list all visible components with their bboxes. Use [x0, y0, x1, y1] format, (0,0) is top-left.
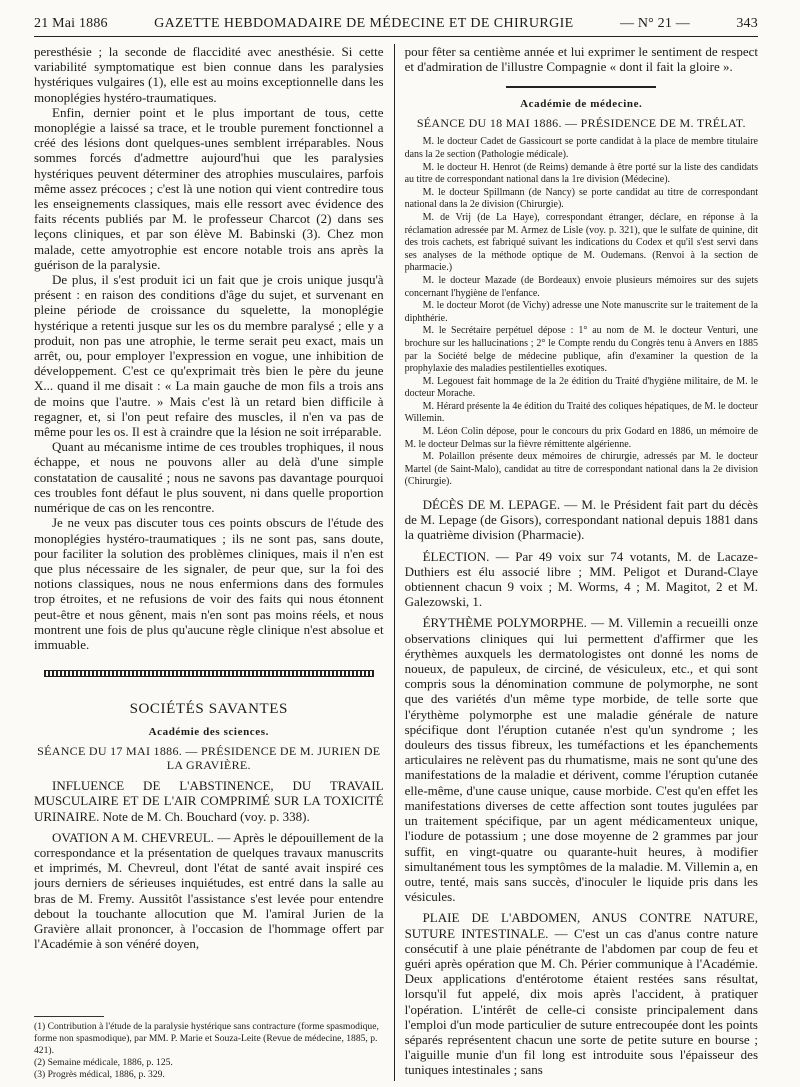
right-column: [394, 44, 758, 1081]
paragraph-continuation-right: pour fêter sa centième année et lui exprimer le sentiment de respect et d'admiration de l'illustre Compagnie « dont il fait la gloire ».: [404, 44, 758, 75]
session-medecine: SÉANCE DU 18 MAI 1886. — PRÉSIDENCE DE M. TRÉLAT.: [416, 116, 746, 131]
short-divider: [506, 86, 656, 88]
correspondence-item: M. de Vrij (de La Haye), correspondant étranger, déclare, en réponse à la réclamation adressée par M. Armez de Lisle (voy. p. 321), que le sulfate de quinine, dit des trois cachets, est fabriqué suivant les indications du Codex et qu'il s'est servi dans ses analyses de la méthode optique de M. Oudemans. (Renvoi à la section de pharmacie.): [404, 211, 758, 274]
left-column: [34, 44, 394, 1081]
correspondence-item: M. Legouest fait hommage de la 2e édition du Traité d'hygiène militaire, de M. le docteur Morache.: [404, 375, 758, 400]
footnote-2: (2) Semaine médicale, 1886, p. 125.: [34, 1057, 173, 1068]
section-title: SOCIÉTÉS SAVANTES: [129, 701, 288, 718]
paragraph-de-plus: De plus, il s'est produit ici un fait que je crois unique jusqu'à présent : en raison des conditions d'âge du sujet, et survenant en pleine période de croissance du squelette, la monoplégie hystérique a retenti jusque sur les os du membre paralysé ; elle y a produit, non pas une atrophie, le terme serait peu exact, mais un arrêt, ou, pour employer l'expression en vogue, une inhibition de développement. C'est ce qu'exprimait très bien le père du jeune X... quand il me disait : « La main gauche de mon fils a trois ans de moins que l'autre. » Mais c'est là un retard bien difficile à regagner, et, si l'on peut refaire des muscles, il n'en va pas de même pour les os. Il est à craindre que la lésion ne soit irréparable.: [34, 272, 384, 440]
correspondence-list: [405, 136, 758, 489]
footnotes: [34, 1016, 384, 1081]
paragraph-erytheme: ÉRYTHÈME POLYMORPHE. — M. Villemin a recueilli onze observations cliniques qui lui permettent d'affirmer que les érythèmes auxquels les dermatologistes ont donné les noms de noueux, de papuleux, de circiné, de vésiculeux, etc., et qui sont compris sous la dénomination commune de polymorphe, ne sont que des variétés d'un même type morbide, de telle sorte que l'érythème polymorphe est une maladie générale de nature spécifique dont l'éruption cutanée n'est qu'un syndrome ; les douleurs des tissus fibreux, les tuméfactions et les épanchements articulaires ne relèvent pas du rhumatisme, mais ne sont qu'une des manifestations de la maladie et dérivent, comme l'éruption cutanée elle-même, d'une cause unique, cause morbide. C'est qu'en effet les manifestations diverses de cette affection sont toutes jugulées par un traitement spécifique, par un agent médicamenteux unique, l'iodure de potassium ; une dose moyenne de 2 grammes par jour suffit, en vingt-quatre ou quarante-huit heures, à modifier simultanément tous les symptômes de la maladie. M. Villemin a, en outre, tenté, mais sans succès, d'inoculer le liquide pris dans les vésicules.: [404, 615, 758, 905]
paragraph-influence-abstinence: INFLUENCE DE L'ABSTINENCE, DU TRAVAIL MUSCULAIRE ET DE L'AIR COMPRIMÉ SUR LA TOXICITÉ URINAIRE. Note de M. Ch. Bouchard (voy. p. 338).: [34, 778, 384, 824]
paragraph-plaie-abdomen: PLAIE DE L'ABDOMEN, ANUS CONTRE NATURE, SUTURE INTESTINALE. — C'est un cas d'anus contre nature consécutif à une plaie pénétrante de l'abdomen par coup de feu et guéri après opération que M. Ch. Périer communique à l'Académie. Deux applications d'entérotome étaient restées sans résultat, lorsqu'il fut appelé, dix mois après l'accident, à pratiquer l'opération. L'intérêt de celle-ci consiste principalement dans l'emploi d'un mode particulier de suture entrecoupée dont les points séparés représentent chacun une sorte de petite suture en bourse ; l'aiguille munie d'un fil long est introduite sous l'épaisseur des tuniques intestinales ; sans: [404, 910, 758, 1078]
paragraph-enfin: Enfin, dernier point et le plus important de tous, cette monoplégie a laissé sa trace, et le trouble purement fonctionnel a créé des lésions dont quelques-unes semblent irréparables. Nous sommes forcés d'admettre aujourd'hui que les paralysies hystériques peuvent déterminer des atrophies musculaires, parfois même assez précoces ; c'est là une notion qui vient contredire tous les enseignements classiques, mais elle ressort avec évidence des faits récents publiés par M. le professeur Charcot (2) dans ses leçons cliniques, et par son élève M. Babinski (3). Chez mon malade, cette amyotrophie est encore notable trois ans après la guérison de la paralysie.: [34, 104, 384, 272]
paragraph-continuation: peresthésie ; la seconde de flaccidité avec anesthésie. Si cette variabilité symptomatique est bien connue dans les paralysies hystériques vulgaires (1), elle est au moins exceptionnelle dans les monoplégies hystéro-traumatiques.: [34, 44, 384, 105]
correspondence-item: M. Léon Colin dépose, pour le concours du prix Godard en 1886, un mémoire de M. le docteur Delmas sur la fièvre rémittente algérienne.: [404, 426, 758, 450]
correspondence-item: M. Polaillon présente deux mémoires de chirurgie, adressés par M. le docteur Martel (de Saint-Malo), candidat au titre de correspondant national dans la 2e division (Chirurgie).: [404, 451, 758, 488]
page-number: 343: [736, 16, 758, 31]
academy-medecine-title: Académie de médecine.: [520, 98, 643, 111]
correspondence-item: M. le docteur Spillmann (de Nancy) se porte candidat au titre de correspondant national dans la 2e division (Chirurgie).: [404, 186, 758, 211]
header-issue-number: — N° 21 —: [619, 16, 690, 31]
correspondence-item: M. le docteur Cadet de Gassicourt se porte candidat à la place de membre titulaire dans la 2e section (Pathologie médicale).: [404, 136, 758, 160]
running-header: [34, 0, 758, 37]
correspondence-item: M. le docteur H. Henrot (de Reims) demande à être porté sur la liste des candidats au titre de correspondant national dans la 1re division (Médecine).: [404, 161, 758, 186]
correspondence-item: M. le docteur Mazade (de Bordeaux) envoie plusieurs mémoires sur des sujets concernant l'hygiène de l'enfance.: [404, 274, 758, 299]
correspondence-item: M. Hérard présente la 4e édition du Traité des coliques hépatiques, de M. le docteur Willemin.: [404, 400, 758, 425]
paragraph-election: ÉLECTION. — Par 49 voix sur 74 votants, M. de Lacaze-Duthiers est élu associé libre ; MM. Peligot et Durand-Claye obtiennent chacun 9 voix ; M. Worms, 4 ; M. Magitot, 2 et M. Galezowski, 1.: [404, 548, 758, 610]
paragraph-conclusion: Je ne veux pas discuter tous ces points obscurs de l'étude des monoplégies hystéro-traumatiques ; ils ne sont pas, sans doute, pour faciliter la solution des problèmes cliniques, mais il n'en est que plus nécessaire de les signaler, de peur que, sur la foi des notions classiques, nous ne nous enfermions dans des formules trop étroites, et ne refusions de voir des faits qui nous étonnent peut-être et nous gênent, mais n'en sont pas moins réels, et nous montrent une fois de plus qu'aucune règle clinique n'est absolue et immuable.: [34, 515, 384, 652]
academy-sciences-title: Académie des sciences.: [148, 726, 269, 739]
footnote-1: (1) Contribution à l'étude de la paralysie hystérique sans contracture (forme spasmodique, forme non spasmodique), par MM. P. Marie et Souza-Leite (Revue de médecine, 1885, p. 421).: [34, 1021, 379, 1056]
paragraph-deces-lepage: DÉCÈS DE M. LEPAGE. — M. le Président fait part du décès de M. Lepage (de Gisors), correspondant national depuis 1881 dans la quatrième division (Pharmacie).: [404, 497, 758, 543]
session-sciences: SÉANCE DU 17 MAI 1886. — PRÉSIDENCE DE M. JURIEN DE LA GRAVIÈRE.: [37, 744, 381, 773]
footnote-rule: [34, 1016, 104, 1017]
footnote-3: (3) Progrès médical, 1886, p. 329.: [34, 1069, 165, 1080]
journal-title: GAZETTE HEBDOMADAIRE DE MÉDECINE ET DE CHIRURGIE: [154, 16, 574, 31]
paragraph-ovation-chevreul: OVATION A M. CHEVREUL. — Après le dépouillement de la correspondance et la présentation de quelques travaux manuscrits et imprimés, M. Chevreul, dont l'état de santé avait inspiré ces jours derniers de sérieuses inquiétudes, est entré dans la salle au bras de M. Fremy. Aussitôt l'assistance s'est levée pour entendre debout la touchante allocution que M. l'amiral Jurien de la Gravière allait prononcer, à l'occasion de l'hommage offert par l'Académie à son vénéré doyen,: [34, 829, 384, 952]
header-date: 21 Mai 1886: [34, 16, 108, 31]
text-columns: [34, 44, 758, 1081]
correspondence-item: M. le docteur Morot (de Vichy) adresse une Note manuscrite sur le traitement de la diphthérie.: [404, 300, 758, 324]
paragraph-mecanisme: Quant au mécanisme intime de ces troubles trophiques, il nous échappe, et nous ne pouvons aller au delà d'une simple constatation de causalité ; nous ne savons pas davantage pourquoi ces troubles font défaut le plus souvent, ni dans quelle proportion numérique de cas on les rencontre.: [34, 439, 384, 516]
ornamental-divider: [44, 670, 374, 677]
correspondence-item: M. le Secrétaire perpétuel dépose : 1° au nom de M. le docteur Venturi, une brochure sur les hallucinations ; 2° le Compte rendu du Congrès tenu à Anvers en 1885 par la Société belge de médecine publique, afin d'examiner la question de la prophylaxie des maladies pestilentielles exotiques.: [404, 325, 758, 375]
